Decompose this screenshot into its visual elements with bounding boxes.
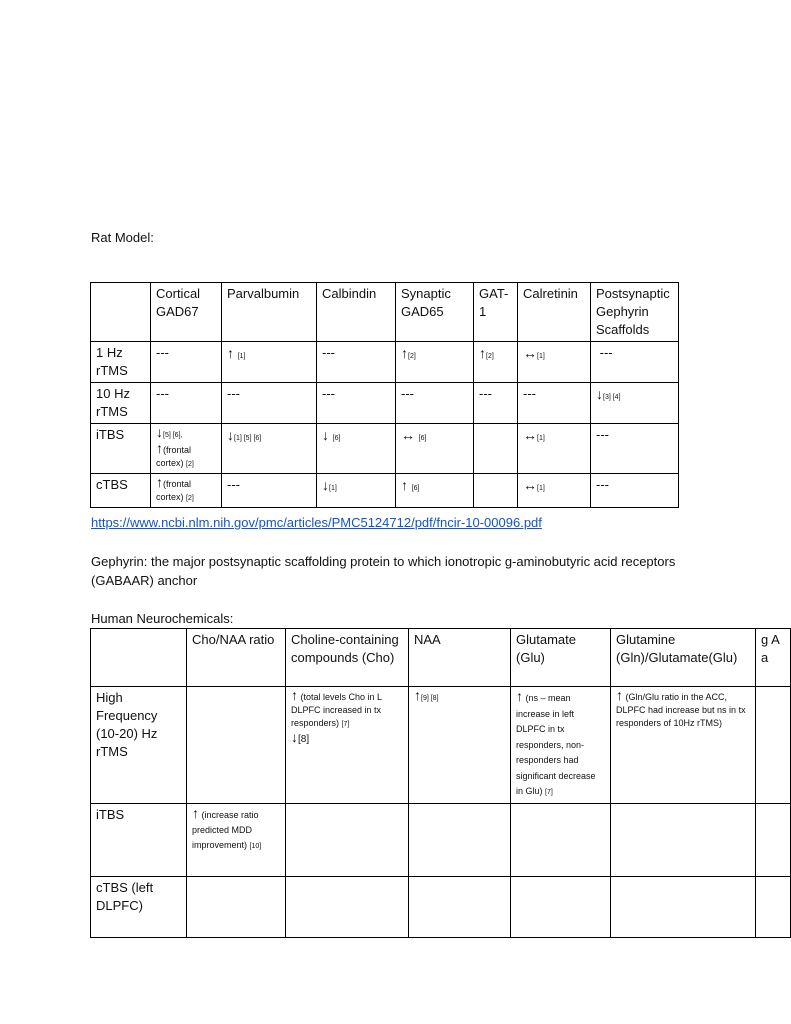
left-right-arrow-icon: ↔ bbox=[401, 427, 415, 443]
down-arrow-icon: ↓ bbox=[322, 477, 329, 493]
up-arrow-icon: ↑ bbox=[291, 687, 298, 703]
cell-text: --- bbox=[401, 386, 414, 401]
header-glutamate: Glutamate (Glu) bbox=[511, 629, 611, 687]
down-arrow-icon: ↓ bbox=[596, 386, 603, 402]
cell bbox=[611, 687, 756, 804]
cell bbox=[151, 383, 222, 424]
rat-header-row bbox=[91, 283, 679, 342]
cell-empty bbox=[511, 876, 611, 937]
cell-text: --- bbox=[227, 477, 240, 492]
cell-empty bbox=[187, 876, 286, 937]
human-row-high-frequency bbox=[91, 687, 791, 804]
cell-empty bbox=[511, 803, 611, 876]
cell bbox=[591, 474, 679, 508]
cell bbox=[317, 474, 396, 508]
cell-note: (frontal cortex) bbox=[156, 445, 192, 468]
citation: [1] bbox=[537, 485, 545, 492]
human-header-corner bbox=[91, 629, 187, 687]
source-article-link[interactable]: https://www.ncbi.nlm.nih.gov/pmc/articles/PMC5124712/pdf/fncir-10-00096.pdf bbox=[91, 515, 542, 530]
cell bbox=[222, 383, 317, 424]
cell bbox=[151, 424, 222, 474]
left-right-arrow-icon: ↔ bbox=[523, 477, 537, 493]
citation: [8] bbox=[298, 734, 310, 745]
cell bbox=[396, 342, 474, 383]
citation: [1] bbox=[329, 485, 337, 492]
rat-model-label: Rat Model: bbox=[91, 230, 154, 245]
human-row-ctbs bbox=[91, 876, 791, 937]
up-arrow-icon: ↑ bbox=[401, 345, 408, 361]
citation: [6] bbox=[418, 435, 427, 442]
cell-empty bbox=[286, 876, 409, 937]
header-synaptic-gad65: Synaptic GAD65 bbox=[396, 283, 474, 342]
rat-row-1hz bbox=[91, 342, 679, 383]
cell-note: (Gln/Glu ratio in the ACC, DLPFC had increase but ns in tx responders of 10Hz rTMS) bbox=[616, 692, 746, 728]
down-arrow-icon: ↓ bbox=[156, 424, 163, 440]
cell-text: --- bbox=[156, 345, 169, 360]
header-calbindin: Calbindin bbox=[317, 283, 396, 342]
citation: [2] bbox=[186, 461, 194, 468]
citation: [2] bbox=[186, 495, 194, 502]
up-arrow-icon: ↑ bbox=[479, 345, 486, 361]
cell-empty bbox=[409, 876, 511, 937]
up-arrow-icon: ↑ bbox=[516, 688, 523, 704]
cell-text: --- bbox=[596, 427, 609, 442]
cell-empty bbox=[756, 687, 791, 804]
cell-text: --- bbox=[322, 386, 335, 401]
cell bbox=[151, 474, 222, 508]
down-arrow-icon: ↓ bbox=[291, 729, 298, 745]
cell-note: (total levels Cho in L DLPFC increased in tx responders) bbox=[291, 692, 382, 728]
cell bbox=[317, 424, 396, 474]
cell bbox=[187, 803, 286, 876]
left-right-arrow-icon: ↔ bbox=[523, 427, 537, 443]
human-row-itbs bbox=[91, 803, 791, 876]
cell-empty bbox=[756, 803, 791, 876]
citation: [7] bbox=[341, 721, 350, 728]
citation: [2] bbox=[408, 353, 416, 360]
row-label-10hz-rtms: 10 Hz rTMS bbox=[91, 383, 151, 424]
cell bbox=[222, 342, 317, 383]
header-glutamine-glutamate: Glutamine (Gln)/Glutamate(Glu) bbox=[611, 629, 756, 687]
human-neurochemicals-table bbox=[90, 628, 791, 938]
rat-header-corner bbox=[91, 283, 151, 342]
cell-empty bbox=[474, 424, 518, 474]
cell bbox=[474, 342, 518, 383]
cell bbox=[591, 383, 679, 424]
header-cortical-gad67: Cortical GAD67 bbox=[151, 283, 222, 342]
citation: [9] [8] bbox=[421, 695, 439, 702]
header-calretinin: Calretinin bbox=[518, 283, 591, 342]
down-arrow-icon: ↓ bbox=[227, 427, 234, 443]
cell-empty bbox=[611, 803, 756, 876]
citation: [5] [6], bbox=[163, 432, 183, 439]
cell-text: --- bbox=[156, 386, 169, 401]
header-choline-compounds: Choline-containing compounds (Cho) bbox=[286, 629, 409, 687]
cell bbox=[317, 342, 396, 383]
cell bbox=[286, 687, 409, 804]
cell-empty bbox=[474, 474, 518, 508]
header-cut-off: g A a bbox=[756, 629, 791, 687]
cell-empty bbox=[756, 876, 791, 937]
up-arrow-icon: ↑ bbox=[401, 477, 408, 493]
cell bbox=[151, 342, 222, 383]
row-label-ctbs-left-dlpfc: cTBS (left DLPFC) bbox=[91, 876, 187, 937]
row-label-high-frequency-rtms: High Frequency (10-20) Hz rTMS bbox=[91, 687, 187, 804]
up-arrow-icon: ↑ bbox=[616, 687, 623, 703]
citation: [1] bbox=[537, 353, 545, 360]
cell bbox=[222, 424, 317, 474]
header-cho-naa-ratio: Cho/NAA ratio bbox=[187, 629, 286, 687]
cell bbox=[518, 474, 591, 508]
cell-text: --- bbox=[523, 386, 536, 401]
down-arrow-icon: ↓ bbox=[322, 427, 329, 443]
human-neurochemicals-label: Human Neurochemicals: bbox=[91, 611, 234, 626]
cell bbox=[511, 687, 611, 804]
citation: [7] bbox=[545, 789, 553, 796]
citation: [6] bbox=[411, 485, 420, 492]
header-postsynaptic-gephyrin: Postsynaptic Gephyrin Scaffolds bbox=[591, 283, 679, 342]
cell bbox=[591, 342, 679, 383]
cell-text: --- bbox=[599, 345, 613, 360]
citation: [1] bbox=[237, 353, 246, 360]
rat-row-ctbs bbox=[91, 474, 679, 508]
gephyrin-definition: Gephyrin: the major postsynaptic scaffolding protein to which ionotropic g-aminobutyric acid receptors (GABAAR) anchor bbox=[91, 554, 676, 588]
cell bbox=[518, 342, 591, 383]
cell bbox=[474, 383, 518, 424]
cell-empty bbox=[409, 803, 511, 876]
rat-row-itbs bbox=[91, 424, 679, 474]
cell-text: --- bbox=[479, 386, 492, 401]
cell bbox=[396, 424, 474, 474]
cell-text: --- bbox=[322, 345, 335, 360]
header-naa: NAA bbox=[409, 629, 511, 687]
citation: [6] bbox=[332, 435, 341, 442]
human-header-row bbox=[91, 629, 791, 687]
citation: [1] [5] [6] bbox=[234, 435, 262, 442]
up-arrow-icon: ↑ bbox=[227, 345, 234, 361]
up-arrow-icon: ↑ bbox=[156, 474, 163, 490]
cell-note: (increase ratio predicted MDD improvement) bbox=[192, 809, 259, 850]
citation: [3] [4] bbox=[603, 394, 621, 401]
cell-note: (ns – mean increase in left DLPFC in tx responders, non-responders had significant decrease in Glu) bbox=[516, 693, 596, 796]
cell-text: --- bbox=[596, 477, 609, 492]
cell bbox=[396, 383, 474, 424]
up-arrow-icon: ↑ bbox=[414, 687, 421, 703]
rat-model-table bbox=[90, 282, 679, 508]
row-label-1hz-rtms: 1 Hz rTMS bbox=[91, 342, 151, 383]
up-arrow-icon: ↑ bbox=[156, 440, 163, 456]
cell bbox=[591, 424, 679, 474]
header-parvalbumin: Parvalbumin bbox=[222, 283, 317, 342]
cell bbox=[518, 424, 591, 474]
cell-empty bbox=[286, 803, 409, 876]
cell bbox=[409, 687, 511, 804]
cell-text: --- bbox=[227, 386, 240, 401]
cell bbox=[518, 383, 591, 424]
cell bbox=[317, 383, 396, 424]
cell-empty bbox=[611, 876, 756, 937]
up-arrow-icon: ↑ bbox=[192, 804, 199, 821]
citation: [1] bbox=[537, 435, 545, 442]
row-label-ctbs: cTBS bbox=[91, 474, 151, 508]
row-label-itbs: iTBS bbox=[91, 424, 151, 474]
citation: [2] bbox=[486, 353, 494, 360]
cell bbox=[396, 474, 474, 508]
citation: [10] bbox=[249, 842, 262, 850]
rat-row-10hz bbox=[91, 383, 679, 424]
cell bbox=[222, 474, 317, 508]
row-label-itbs: iTBS bbox=[91, 803, 187, 876]
left-right-arrow-icon: ↔ bbox=[523, 345, 537, 361]
header-gat-1: GAT-1 bbox=[474, 283, 518, 342]
cell-empty bbox=[187, 687, 286, 804]
cell-note: (frontal cortex) bbox=[156, 479, 192, 502]
